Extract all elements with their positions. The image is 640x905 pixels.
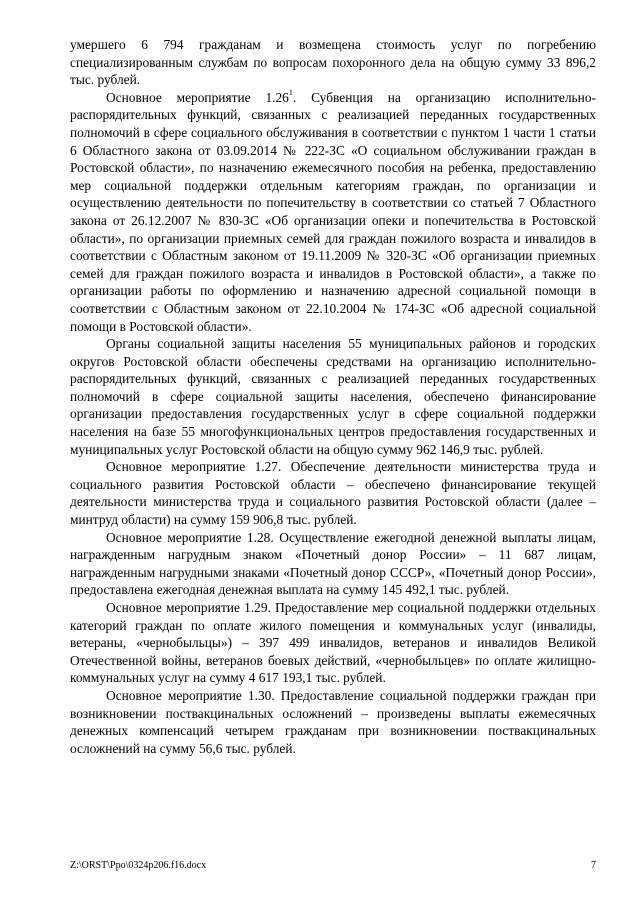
paragraph-1: умершего 6 794 гражданам и возмещена стоимость услуг по погребению специализированным службам по вопросам похоронного дела на общую сумму 33 896,2 тыс. рублей. xyxy=(70,37,596,88)
page-number: 7 xyxy=(591,860,596,871)
paragraph-7: Основное мероприятие 1.30. Предоставление социальной поддержки граждан при возникновении поствакцинальных осложнений – произведены выплаты ежемесячных денежных компенсаций четырем гражданам при возникновении поствакцинальных осложнений на сумму 56,6 тыс. рублей. xyxy=(70,687,596,756)
paragraph-2 xyxy=(70,89,596,335)
paragraph-2-lead: Основное мероприятие 1.26 xyxy=(106,89,289,105)
paragraph-3: Органы социальной защиты населения 55 муниципальных районов и городских округов Ростовской области обеспечены средствами на организацию исполнительно-распорядительных функций, связанных с реализацией переданных государственных полномочий в сфере социальной защиты населения, обеспечено финансирование организации предоставления государственных услуг в сфере социальной поддержки населения на базе 55 многофункциональных центров предоставления государственных и муниципальных услуг Ростовской области на общую сумму 962 146,9 тыс. рублей. xyxy=(70,336,596,457)
paragraph-6: Основное мероприятие 1.29. Предоставление мер социальной поддержки отдельных категорий граждан по оплате жилого помещения и коммунальных услуг (инвалиды, ветераны, «чернобыльцы») – 397 499 инвалидов, ветеранов и инвалидов Великой Отечественной войны, ветеранов боевых действий, «чернобыльцев» по оплате жилищно-коммунальных услуг на сумму 4 617 193,1 тыс. рублей. xyxy=(70,600,596,686)
page-footer xyxy=(70,860,596,874)
paragraph-5: Основное мероприятие 1.28. Осуществление ежегодной денежной выплаты лицам, награжденным нагрудным знаком «Почетный донор России» – 11 687 лицам, награжденным нагрудными знаками «Почетный донор СССР», «Почетный донор России», предоставлена ежегодная денежная выплата на сумму 145 492,1 тыс. рублей. xyxy=(70,529,596,598)
paragraph-4: Основное мероприятие 1.27. Обеспечение деятельности министерства труда и социального развития Ростовской области – обеспечено финансирование текущей деятельности министерства труда и социального развития Ростовской области (далее – минтруд области) на сумму 159 906,8 тыс. рублей. xyxy=(70,459,596,528)
document-body xyxy=(70,36,596,757)
file-path: Z:\ORST\Ppo\0324p206.f16.docx xyxy=(70,860,207,871)
paragraph-2-body: . Субвенция на организацию исполнительно-распорядительных функций, связанных с реализацией переданных государственных полномочий в сфере социального обслуживания в соответствии с пунктом 1 части 1 статьи 6 Областного закона от 03.09.2014 № 222-ЗС «О социальном обслуживании граждан в Ростовской области», по назначению ежемесячного пособия на ребенка, предоставлению мер социальной поддержки отдельным категориям граждан, по организации и осуществлению деятельности по попечительству в соответствии со статьей 7 Областного закона от 26.12.2007 № 830-ЗС «Об организации опеки и попечительства в Ростовской области», по организации приемных семей для граждан пожилого возраста и инвалидов в соответствии с Областным законом от 19.11.2009 № 320-ЗС «Об организации приемных семей для граждан пожилого возраста и инвалидов в Ростовской области», а также по организации работы по оформлению и назначению адресной социальной помощи в соответствии с Областным законом от 22.10.2004 № 174-ЗС «Об адресной социальной помощи в Ростовской области». xyxy=(70,89,596,334)
superscript-mark: 1 xyxy=(288,88,293,98)
